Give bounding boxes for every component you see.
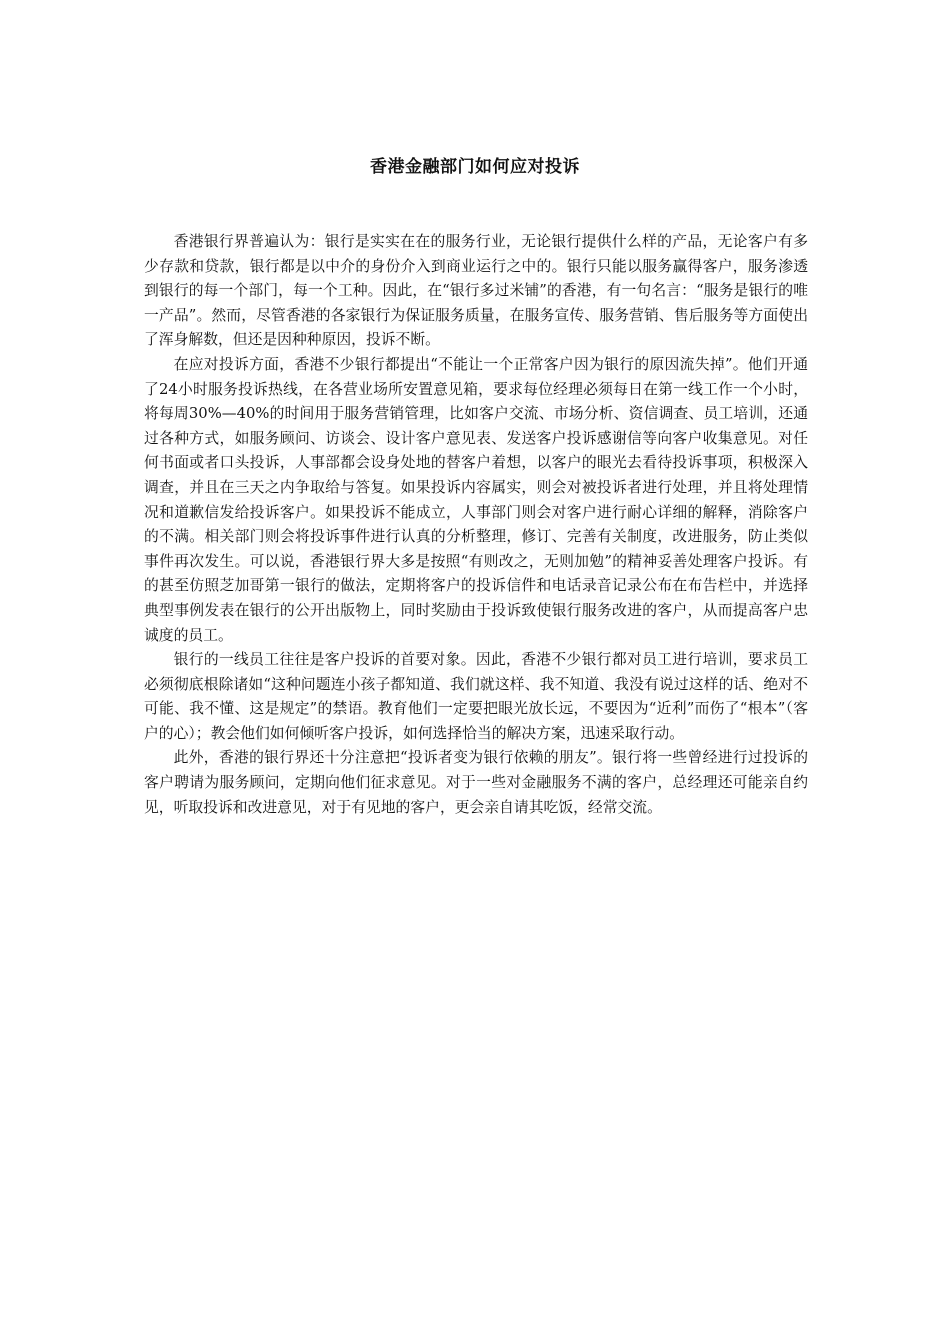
paragraph-2: 在应对投诉方面，香港不少银行都提出“不能让一个正常客户因为银行的原因流失掉”。他们开通了24小时服务投诉热线，在各营业场所安置意见箱，要求每位经理必须每日在第一线工作一个小时，将每周30%—40%的时间用于服务营销管理，比如客户交流、市场分析、资信调查、员工培训，还通过各种方式，如服务顾问、访谈会、设计客户意见表、发送客户投诉感谢信等向客户收集意见。对任何书面或者口头投诉，人事部都会设身处地的替客户着想，以客户的眼光去看待投诉事项，积极深入调查，并且在三天之内争取给与答复。如果投诉内容属实，则会对被投诉者进行处理，并且将处理情况和道歉信发给投诉客户。如果投诉不能成立，人事部门则会对客户进行耐心详细的解释，消除客户的不满。相关部门则会将投诉事件进行认真的分析整理，修订、完善有关制度，改进服务，防止类似事件再次发生。可以说，香港银行界大多是按照“有则改之，无则加勉”的精神妥善处理客户投诉。有的甚至仿照芝加哥第一银行的做法，定期将客户的投诉信件和电话录音记录公布在布告栏中，并选择典型事例发表在银行的公开出版物上，同时奖励由于投诉致使银行服务改进的客户，从而提高客户忠诚度的员工。 (144, 355, 808, 644)
paragraph-3: 银行的一线员工往往是客户投诉的首要对象。因此，香港不少银行都对员工进行培训，要求员工必须彻底根除诸如“这种问题连小孩子都知道、我们就这样、我不知道、我没有说过这样的话、绝对不可能、我不懂、这是规定”的禁语。教育他们一定要把眼光放长远，不要因为“近利”而伤了“根本”（客户的心）；教会他们如何倾听客户投诉，如何选择恰当的解决方案，迅速采取行动。 (144, 651, 808, 742)
document-title: 香港金融部门如何应对投诉 (370, 157, 580, 177)
paragraph-1: 香港银行界普遍认为：银行是实实在在的服务行业，无论银行提供什么样的产品，无论客户有多少存款和贷款，银行都是以中介的身份介入到商业运行之中的。银行只能以服务赢得客户，服务渗透到银行的每一个部门，每一个工种。因此，在“银行多过米铺”的香港，有一句名言：“服务是银行的唯一产品”。然而，尽管香港的各家银行为保证服务质量，在服务宣传、服务营销、售后服务等方面使出了浑身解数，但还是因种种原因，投诉不断。 (144, 233, 808, 349)
document-body (144, 230, 808, 820)
paragraph-4: 此外，香港的银行界还十分注意把“投诉者变为银行依赖的朋友”。银行将一些曾经进行过投诉的客户聘请为服务顾问，定期向他们征求意见。对于一些对金融服务不满的客户，总经理还可能亲自约见，听取投诉和改进意见，对于有见地的客户，更会亲自请其吃饭，经常交流。 (144, 749, 808, 816)
